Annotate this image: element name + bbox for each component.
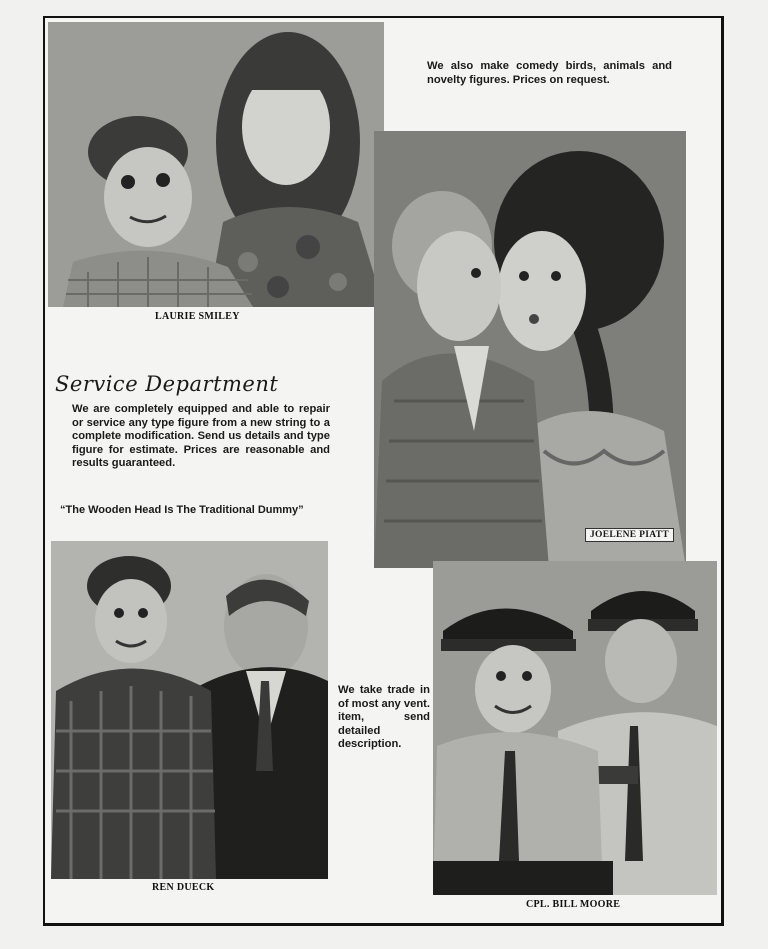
wooden-head-quote: “The Wooden Head Is The Traditional Dummy” (60, 504, 304, 516)
photo-caption-ren-dueck: REN DUECK (152, 882, 215, 893)
bill-moore-photo (433, 561, 717, 895)
photo-caption-bill-moore: CPL. BILL MOORE (526, 899, 621, 910)
service-department-heading: Service Department (55, 372, 279, 396)
novelty-figures-note: We also make comedy birds, animals and novelty figures. Prices on request. (427, 60, 672, 86)
photo-caption-joelene-piatt: JOELENE PIATT (585, 528, 674, 542)
laurie-smiley-photo (48, 22, 384, 307)
joelene-piatt-photo (374, 131, 686, 568)
trade-in-note: We take trade in of most any vent. item, send detailed description. (338, 684, 431, 751)
service-department-text: We are completely equipped and able to repair or service any type figure from a new string to a complete modification. Send us details and type figure for estimate. Prices are reasonable and results guaranteed. (72, 403, 330, 470)
ren-dueck-photo (51, 541, 328, 879)
photo-caption-laurie-smiley: LAURIE SMILEY (155, 311, 240, 322)
